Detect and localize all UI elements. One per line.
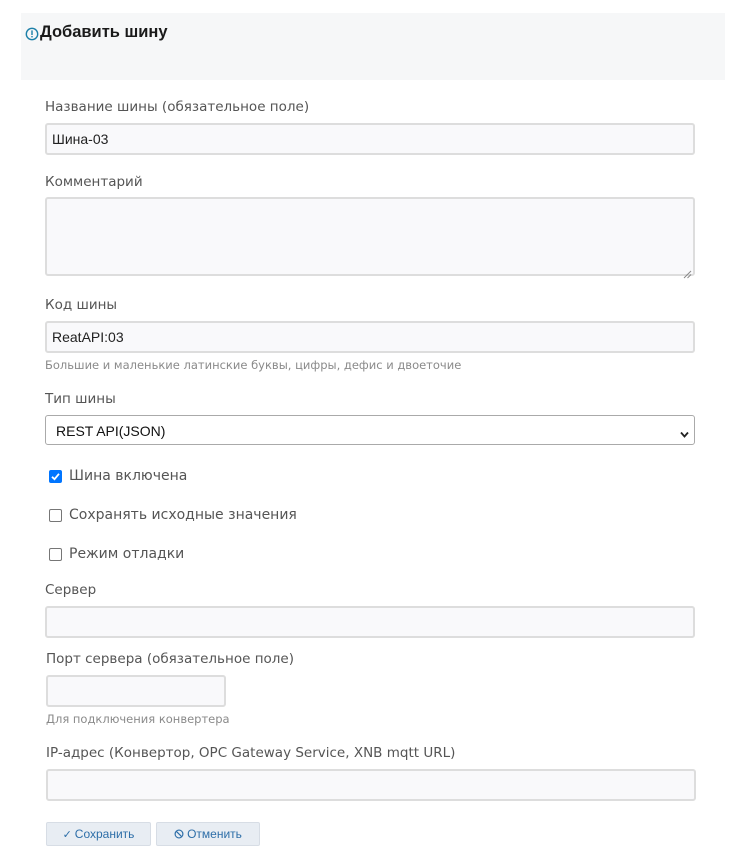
bus-code-label: Код шины (45, 297, 118, 313)
bus-type-selected: REST API(JSON) (56, 423, 166, 439)
bus-name-field[interactable] (45, 123, 695, 155)
resize-grip-icon[interactable] (683, 264, 692, 273)
server-field[interactable] (45, 606, 695, 638)
info-circle-icon (25, 26, 39, 40)
ip-address-label: IP-адрес (Конвертор, OPC Gateway Service, XNB mqtt URL) (46, 745, 456, 761)
ip-address-field[interactable] (46, 769, 696, 801)
debug-mode-checkbox[interactable] (49, 548, 62, 561)
server-port-field[interactable] (46, 675, 226, 707)
bus-type-select[interactable] (45, 415, 695, 445)
keep-raw-values-checkbox[interactable] (49, 509, 62, 522)
comment-textarea[interactable] (45, 197, 695, 276)
server-port-hint: Для подключения конвертера (46, 712, 230, 726)
bus-name-value: Шина-03 (52, 131, 109, 147)
bus-name-label: Название шины (обязательное поле) (45, 99, 310, 115)
server-label: Сервер (45, 582, 97, 598)
form-header (21, 13, 725, 80)
bus-code-hint: Большие и маленькие латинские буквы, цифры, дефис и двоеточие (45, 358, 462, 372)
save-button[interactable] (46, 822, 151, 846)
bus-code-value: ReatAPI:03 (52, 329, 124, 345)
checkmark-icon (50, 471, 61, 482)
ban-icon (174, 829, 184, 839)
bus-type-label: Тип шины (45, 391, 116, 407)
bus-enabled-label[interactable]: Шина включена (69, 468, 188, 484)
cancel-button-label: Отменить (187, 827, 242, 841)
save-button-label: Сохранить (74, 827, 135, 841)
page-title: Добавить шину (40, 23, 168, 41)
chevron-down-icon (679, 425, 690, 436)
bus-code-field[interactable] (45, 321, 695, 353)
check-icon: ✓ (62, 828, 72, 841)
server-port-label: Порт сервера (обязательное поле) (46, 651, 294, 667)
debug-mode-label[interactable]: Режим отладки (69, 546, 185, 562)
keep-raw-values-label[interactable]: Сохранять исходные значения (69, 507, 297, 523)
cancel-button[interactable] (156, 822, 260, 846)
comment-label: Комментарий (45, 174, 143, 190)
bus-enabled-checkbox[interactable] (49, 470, 62, 483)
